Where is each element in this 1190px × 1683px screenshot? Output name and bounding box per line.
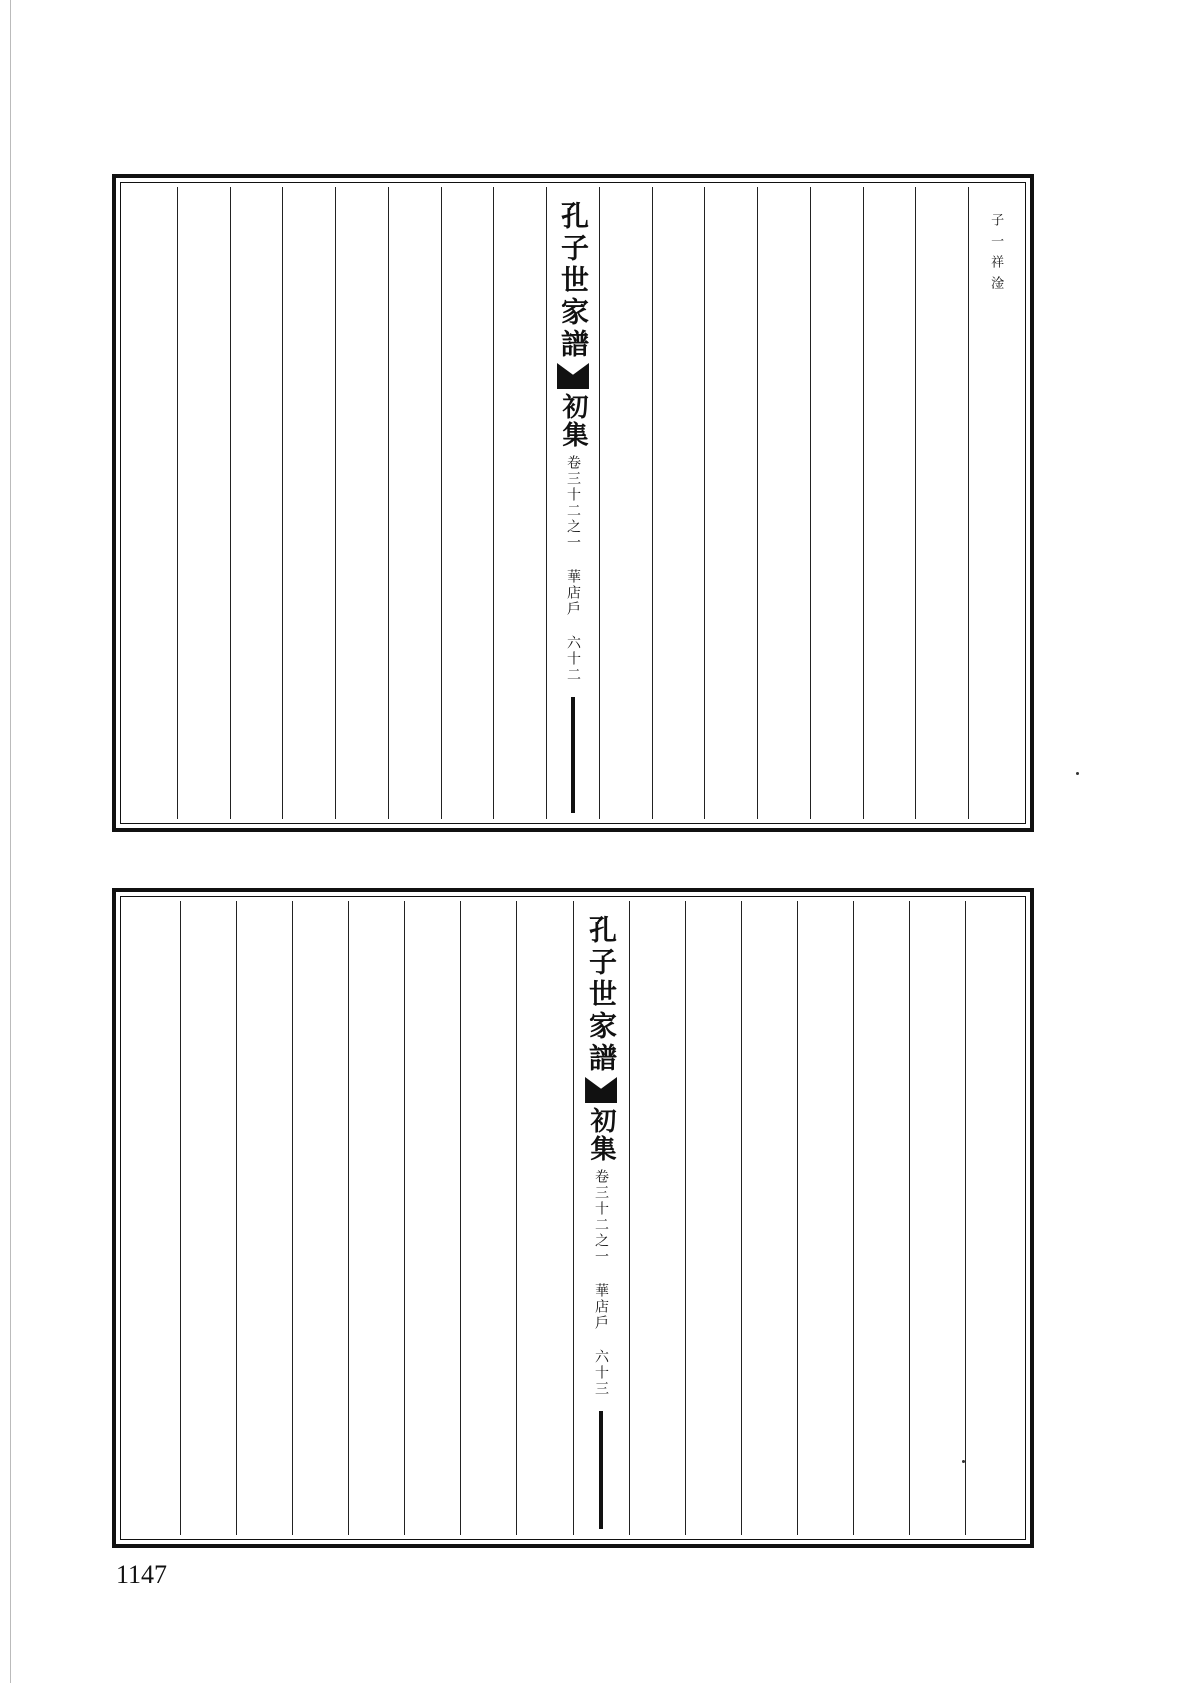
scan-speck <box>962 1460 965 1463</box>
annotation-note: 子一祥淦 <box>988 213 1004 297</box>
volume-label: 初集 <box>586 1107 617 1163</box>
genealogy-column <box>335 187 388 819</box>
fish-tail-ornament <box>557 363 589 389</box>
genealogy-column <box>757 187 810 819</box>
genealogy-column <box>230 187 283 819</box>
genealogy-column <box>180 901 236 1535</box>
genealogy-column <box>493 187 546 819</box>
genealogy-column <box>125 901 180 1535</box>
fish-tail-ornament <box>585 1077 617 1103</box>
genealogy-column <box>282 187 335 819</box>
genealogy-column <box>125 187 177 819</box>
genealogy-column <box>704 187 757 819</box>
spine-column <box>573 901 629 1535</box>
spine-column <box>546 187 599 819</box>
genealogy-column <box>968 187 1021 819</box>
book-title: 孔子世家譜 <box>556 201 590 361</box>
genealogy-column <box>915 187 968 819</box>
genealogy-column <box>292 901 348 1535</box>
genealogy-page-62 <box>112 174 1034 832</box>
genealogy-column <box>685 901 741 1535</box>
genealogy-column <box>629 901 685 1535</box>
genealogy-column <box>965 901 1021 1535</box>
genealogy-column <box>863 187 916 819</box>
genealogy-column <box>460 901 516 1535</box>
volume-label: 初集 <box>557 393 588 449</box>
genealogy-column <box>441 187 494 819</box>
genealogy-column <box>741 901 797 1535</box>
genealogy-column <box>177 187 230 819</box>
genealogy-column <box>909 901 965 1535</box>
column-container <box>125 187 1021 819</box>
genealogy-column <box>516 901 572 1535</box>
genealogy-column <box>853 901 909 1535</box>
genealogy-column <box>810 187 863 819</box>
genealogy-column <box>652 187 705 819</box>
genealogy-column <box>797 901 853 1535</box>
scan-edge-line <box>10 0 11 1683</box>
genealogy-column <box>599 187 652 819</box>
genealogy-column <box>348 901 404 1535</box>
spine-rule <box>599 1411 603 1529</box>
page-number: 1147 <box>116 1560 168 1589</box>
column-container <box>125 901 1021 1535</box>
scan-speck <box>1076 772 1079 775</box>
genealogy-column <box>388 187 441 819</box>
genealogy-column <box>236 901 292 1535</box>
genealogy-column <box>404 901 460 1535</box>
book-title: 孔子世家譜 <box>585 915 619 1075</box>
genealogy-page-63 <box>112 888 1034 1548</box>
chapter-info: 卷三十二之一 華店戶 六十三 <box>593 1169 610 1397</box>
spine-rule <box>571 697 575 813</box>
chapter-info: 卷三十二之一 華店戶 六十二 <box>564 455 581 683</box>
